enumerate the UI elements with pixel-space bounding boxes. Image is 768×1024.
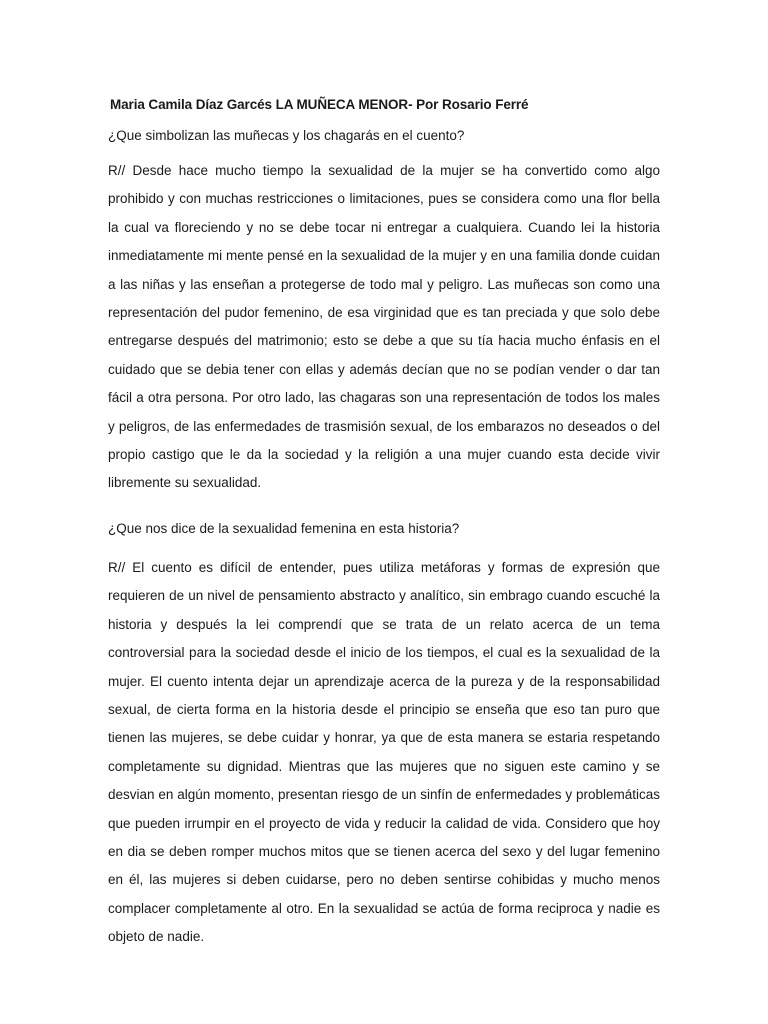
- answer-1: R// Desde hace mucho tiempo la sexualidad de la mujer se ha convertido como algo prohibido y con muchas restricciones o limitaciones, pues se considera como una flor bella la cual va floreciendo y no se debe tocar ni entregar a cualquiera. Cuando lei la historia inmediatamente mi mente pensé en la sexualidad de la mujer y en una familia donde cuidan a las niñas y las enseñan a protegerse de todo mal y peligro. Las muñecas son como una representación del pudor femenino, de esa virginidad que es tan preciada y que solo debe entregarse después del matrimonio; esto se debe a que su tía hacia mucho énfasis en el cuidado que se debia tener con ellas y además decían que no se podían vender o dar tan fácil a otra persona. Por otro lado, las chagaras son una representación de todos los males y peligros, de las enfermedades de trasmisión sexual, de los embarazos no deseados o del propio castigo que le da la sociedad y la religión a una mujer cuando esta decide vivir libremente su sexualidad.: [108, 163, 660, 491]
- answer-2: R// El cuento es difícil de entender, pues utiliza metáforas y formas de expresión que requieren de un nivel de pensamiento abstracto y analítico, sin embrago cuando escuché la historia y después la lei comprendí que se trata de un relato acerca de un tema controversial para la sociedad desde el inicio de los tiempos, el cual es la sexualidad de la mujer. El cuento intenta dejar un aprendizaje acerca de la pureza y de la responsabilidad sexual, de cierta forma en la historia desde el principio se enseña que eso tan puro que tienen las mujeres, se debe cuidar y honrar, ya que de esta manera se estaria respetando completamente su dignidad. Mientras que las mujeres que no siguen este camino y se desvian en algún momento, presentan riesgo de un sinfín de enfermedades y problemáticas que pueden irrumpir en el proyecto de vida y reducir la calidad de vida. Considero que hoy en dia se deben romper muchos mitos que se tienen acerca del sexo y del lugar femenino en él, las mujeres si deben cuidarse, pero no deben sentirse cohibidas y mucho menos complacer completamente al otro. En la sexualidad se actúa de forma reciproca y nadie es objeto de nadie.: [108, 559, 660, 945]
- question-2: ¿Que nos dice de la sexualidad femenina en esta historia?: [108, 520, 460, 536]
- document-title: Maria Camila Díaz Garcés LA MUÑECA MENOR- Por Rosario Ferré: [110, 97, 529, 112]
- question-1: ¿Que simbolizan las muñecas y los chagarás en el cuento?: [108, 128, 465, 143]
